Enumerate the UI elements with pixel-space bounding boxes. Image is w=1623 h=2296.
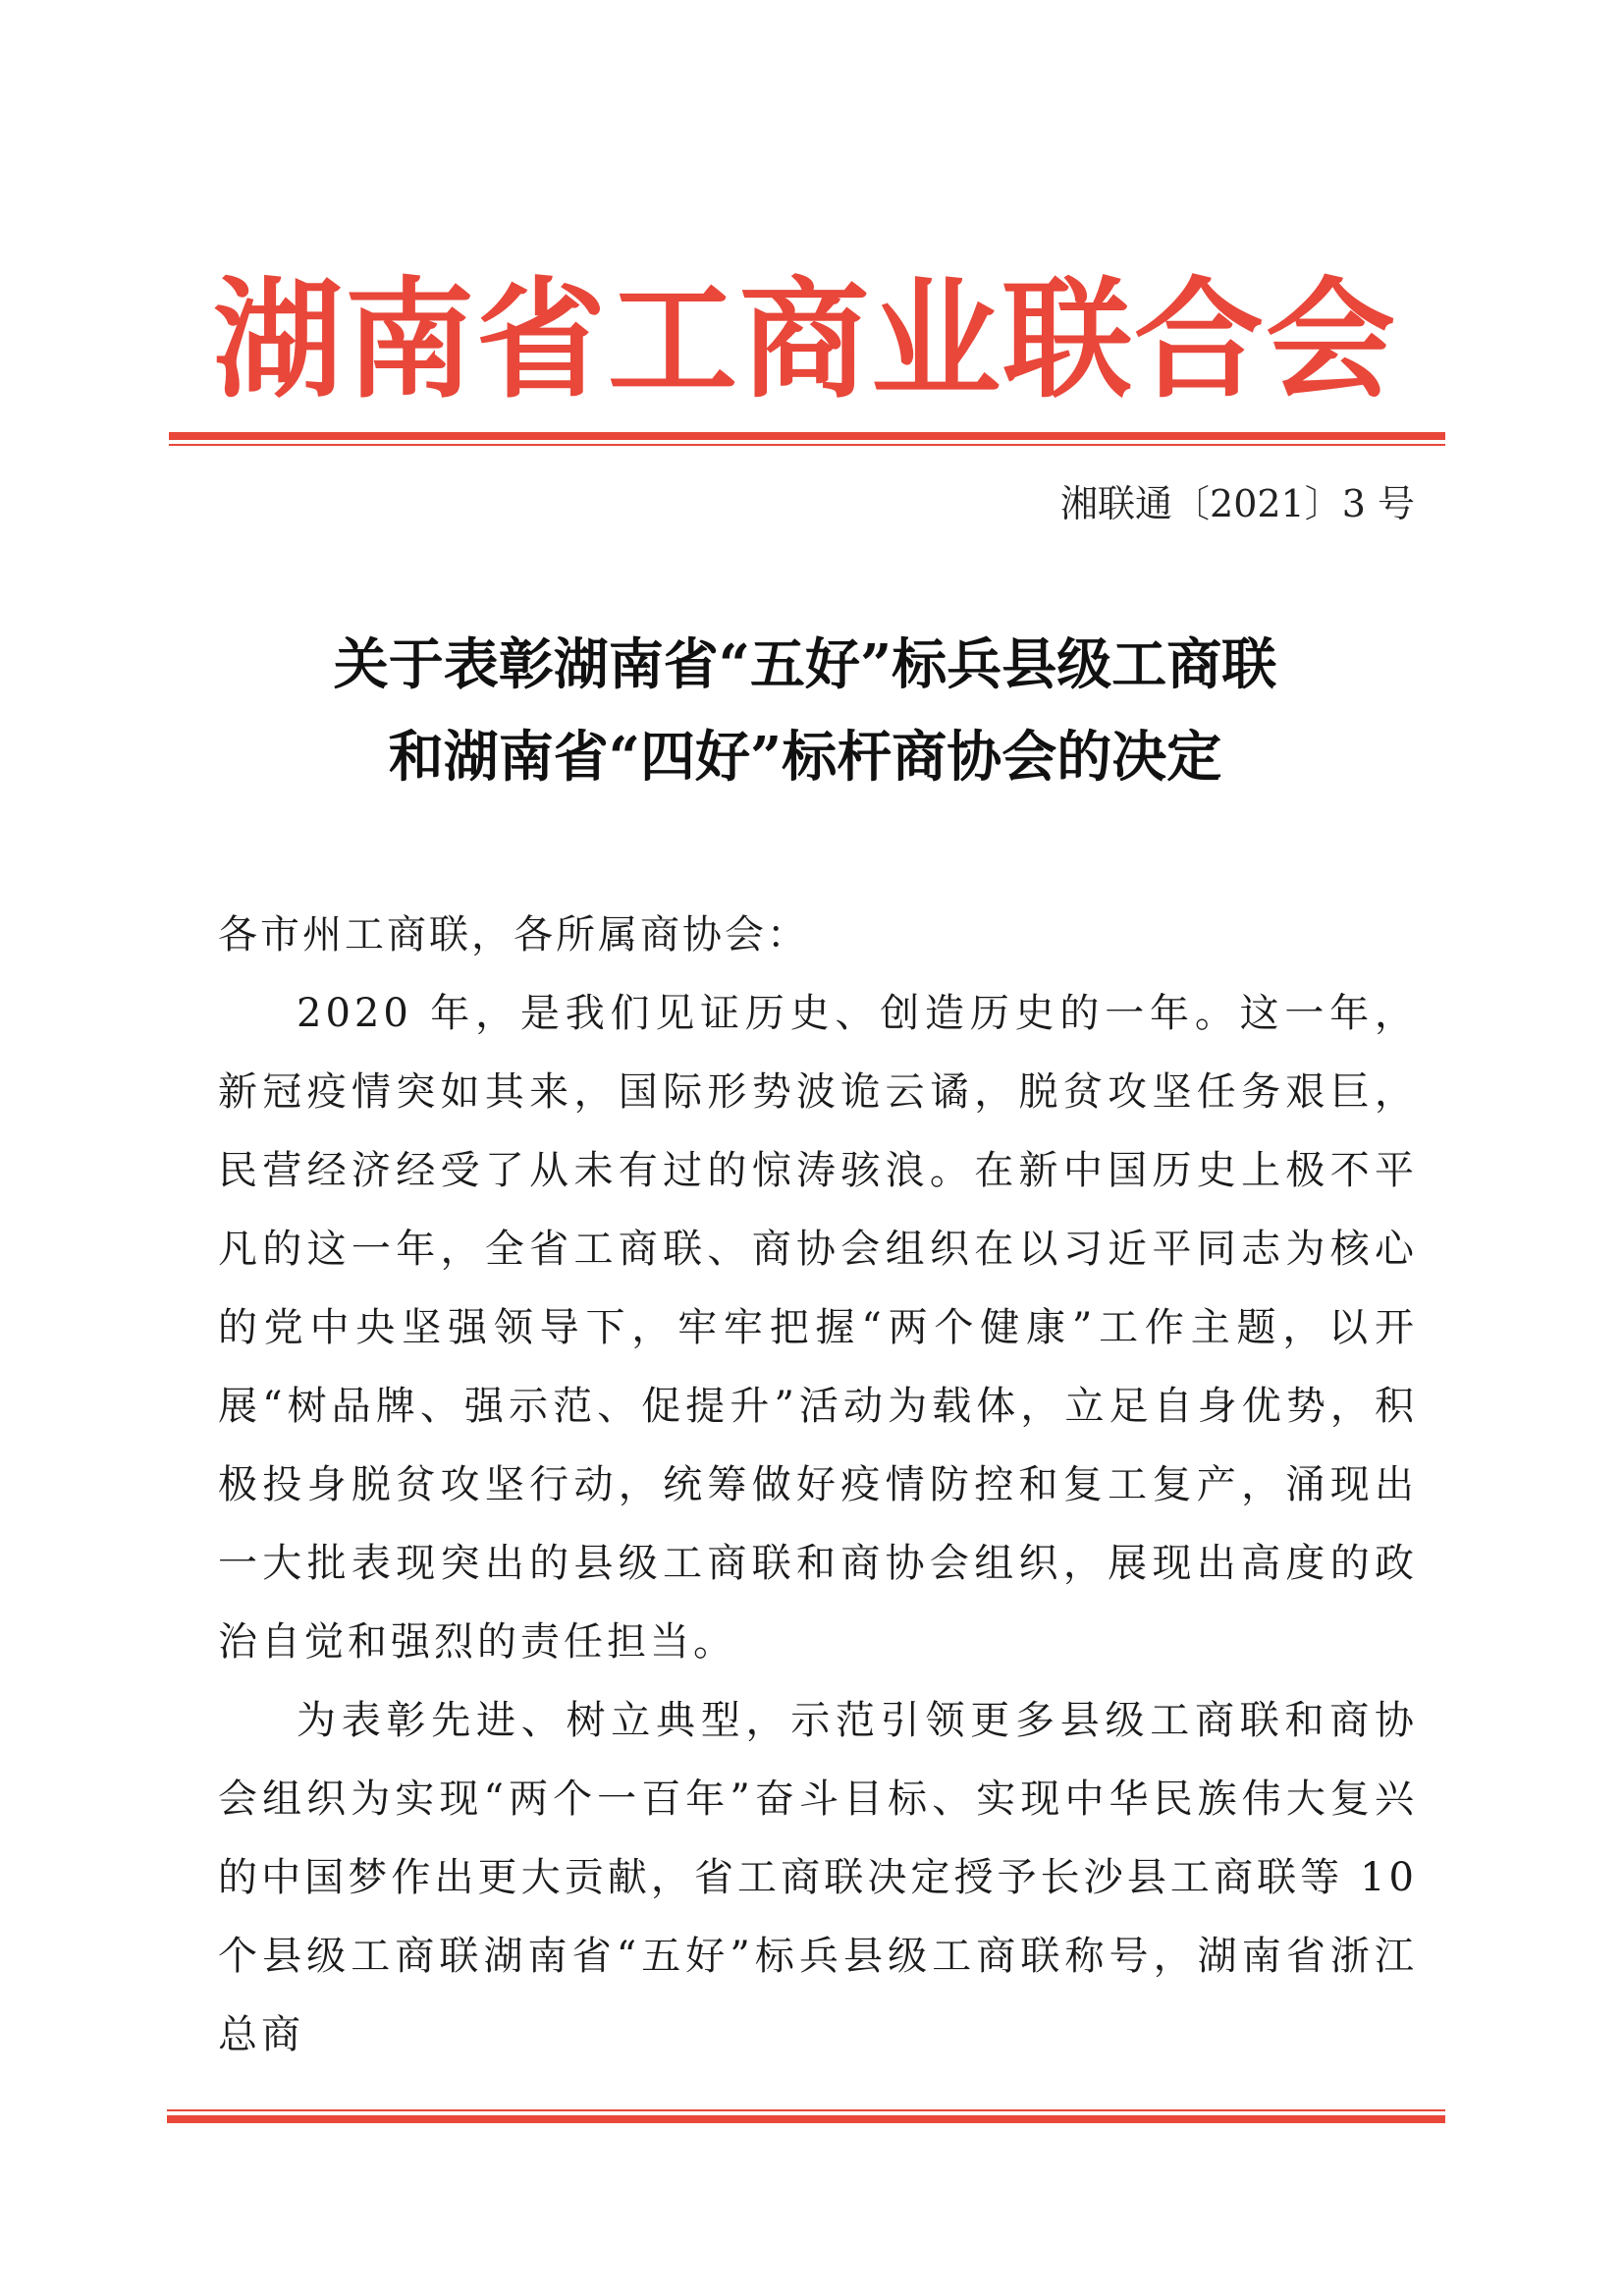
document-number: 湘联通〔2021〕3 号: [1060, 482, 1415, 525]
divider-thin-line: [169, 444, 1445, 446]
paragraph-2: 为表彰先进、树立典型，示范引领更多县级工商联和商协会组织为实现“两个一百年”奋斗目标、实现中华民族伟大复兴的中国梦作出更大贡献，省工商联决定授予长沙县工商联等 10 个县级工商联湖南省“五好”标兵县级工商联称号，湖南省浙江总商: [218, 1698, 1418, 2057]
title-line-2: 和湖南省“四好”标杆商协会的决定: [388, 725, 1222, 790]
document-title: [167, 619, 1443, 803]
salutation: 各市州工商联，各所属商协会：: [218, 912, 809, 957]
footer-thick-line: [167, 2115, 1445, 2123]
masthead-organization-name: 湖南省工商业联合会: [213, 264, 1397, 416]
title-line-1: 关于表彰湖南省“五好”标兵县级工商联: [333, 632, 1277, 697]
paragraph-1: 2020 年，是我们见证历史、创造历史的一年。这一年，新冠疫情突如其来，国际形势波诡云谲，脱贫攻坚任务艰巨，民营经济经受了从未有过的惊涛骇浪。在新中国历史上极不平凡的这一年，全省工商联、商协会组织在以习近平同志为核心的党中央坚强领导下，牢牢把握“两个健康”工作主题，以开展“树品牌、强示范、促提升”活动为载体，立足自身优势，积极投身脱贫攻坚行动，统筹做好疫情防控和复工复产，涌现出一大批表现突出的县级工商联和商协会组织，展现出高度的政治自觉和强烈的责任担当。: [218, 991, 1418, 1665]
masthead-divider: [169, 432, 1445, 446]
document-body: [218, 896, 1418, 2074]
footer-divider: [167, 2109, 1445, 2123]
divider-thick-line: [169, 432, 1445, 440]
